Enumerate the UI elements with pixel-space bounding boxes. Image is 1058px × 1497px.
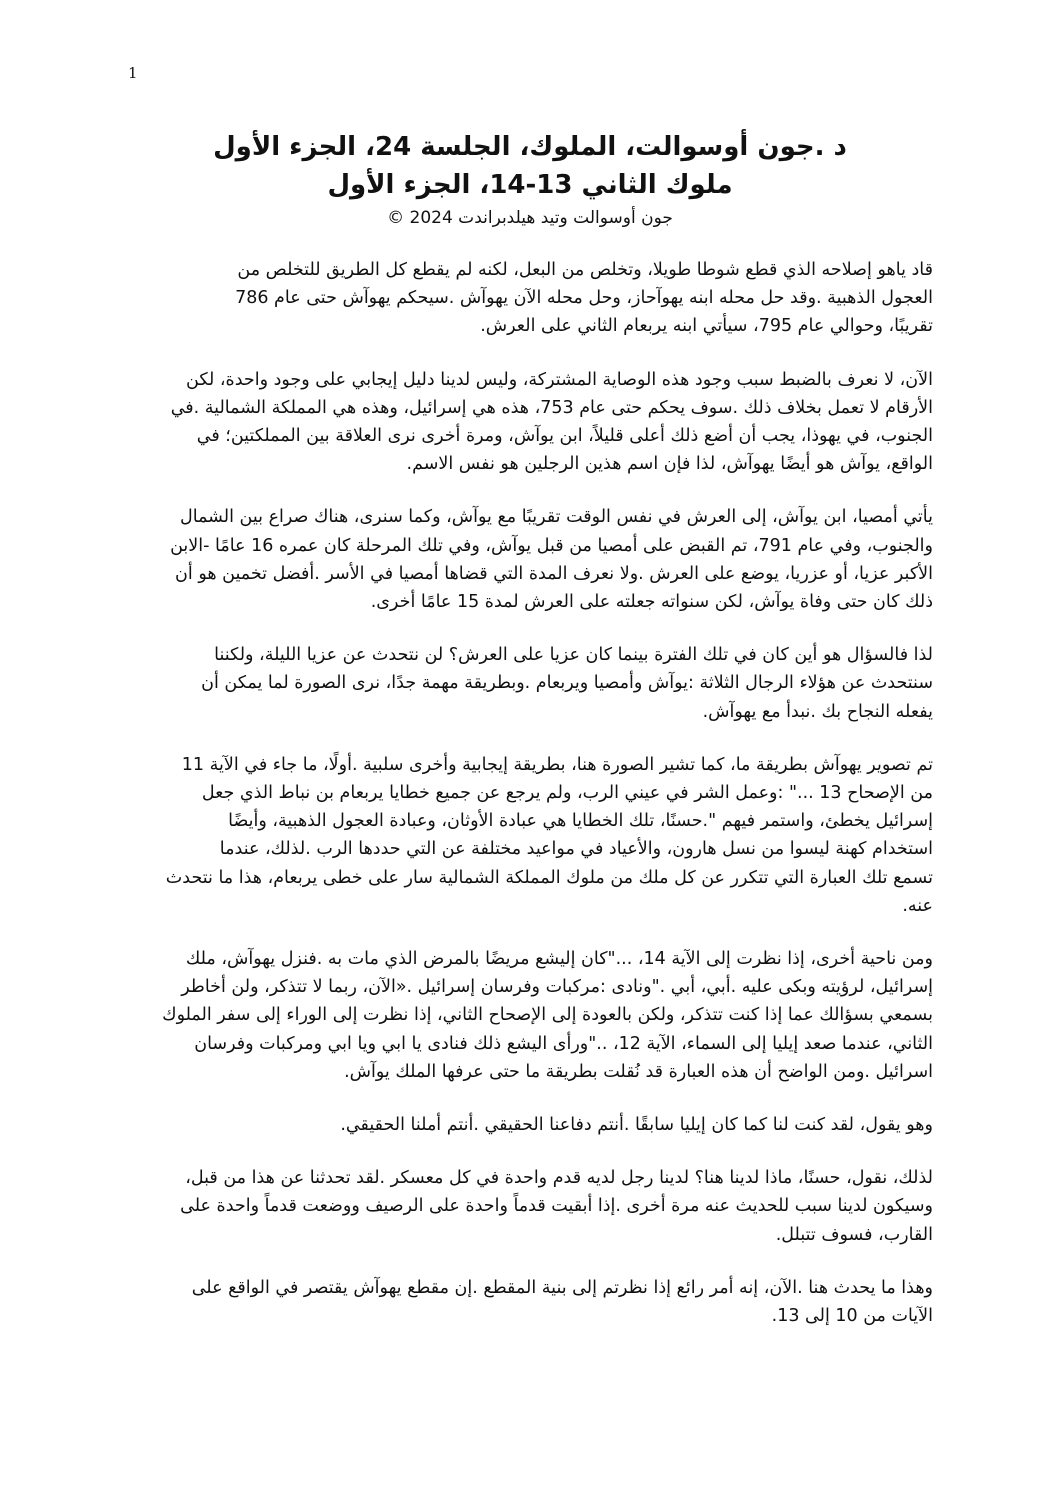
- text-line: العجول الذهبية .وقد حل محله ابنه يهوآحاز، وحل محله الآن يهوآش .سيحكم يهوآش حتى عام 786: [235, 288, 933, 309]
- text-line: يفعله النجاح بك .نبدأ مع يهوآش.: [702, 701, 933, 722]
- paragraph: [133, 366, 933, 479]
- text-line: قاد ياهو إصلاحه الذي قطع شوطا طويلا، وتخلص من البعل، لكنه لم يقطع كل الطريق للتخلص من: [237, 260, 933, 280]
- text-line: الآيات من 10 إلى 13.: [771, 1306, 933, 1327]
- text-line: الجنوب، في يهوذا، يجب أن أضع ذلك أعلى قليلاً، ابن يوآش، ومرة أخرى نرى العلاقة بين المملكتين؛ في: [196, 426, 933, 447]
- text-line: الواقع، يوآش هو أيضًا يهوآش، لذا فإن اسم هذين الرجلين هو نفس الاسم.: [406, 454, 933, 475]
- text-line: يأتي أمصيا، ابن يوآش، إلى العرش في نفس الوقت تقريبًا مع يوآش، وكما سنرى، هناك صراع بين الشمال: [180, 507, 933, 528]
- document-header: [130, 128, 930, 230]
- paragraph: [133, 945, 933, 1086]
- paragraph: [133, 1164, 933, 1249]
- paragraph: [133, 1111, 933, 1139]
- text-line: لذلك، نقول، حسنًا، ماذا لدينا هنا؟ لدينا رجل لديه قدم واحدة في كل معسكر .لقد تحدثنا عن هذا من قبل،: [185, 1168, 933, 1189]
- paragraph: [133, 1274, 933, 1330]
- text-line: سنتحدث عن هؤلاء الرجال الثلاثة :يوآش وأمصيا ويربعام .وبطريقة مهمة جدًا، نرى الصورة لما يمكن أن: [201, 673, 933, 694]
- document-body: [133, 256, 933, 1355]
- text-line: بسمعي بسؤالك عما إذا كنت تتذكر، ولكن بالعودة إلى الإصحاح الثاني، إذا نظرت إلى الوراء إلى سفر الملوك: [162, 1005, 933, 1026]
- text-line: استخدام كهنة ليسوا من نسل هارون، والأعياد في مواعيد مختلفة عن التي حددها الرب .لذلك، عندما: [219, 839, 933, 860]
- text-line: ومن ناحية أخرى، إذا نظرت إلى الآية 14، ..."كان إليشع مريضًا بالمرض الذي مات به .فنزل يهوآش، ملك: [185, 949, 933, 970]
- text-line: إسرائيل، لرؤيته وبكى عليه .أبي، أبي ."ونادى :مركبات وفرسان إسرائيل .«الآن، ربما لا تتذكر، ولن أخاطر: [181, 977, 933, 998]
- text-line: عنه.: [902, 895, 933, 916]
- text-line: وهذا ما يحدث هنا .الآن، إنه أمر رائع إذا نظرتم إلى بنية المقطع .إن مقطع يهوآش يقتصر في الواقع على: [191, 1277, 933, 1298]
- text-line: والجنوب، وفي عام 791، تم القبض على أمصيا من قبل يوآش، وفي تلك المرحلة كان عمره 16 عامًا -الابن: [170, 535, 933, 556]
- text-line: القارب، فسوف تتبلل.: [775, 1224, 933, 1245]
- text-line: وهو يقول، لقد كنت لنا كما كان إيليا سابقًا .أنتم دفاعنا الحقيقي .أنتم أملنا الحقيقي.: [340, 1115, 933, 1136]
- text-line: الأكبر عزيا، أو عزريا، يوضع على العرش .ولا نعرف المدة التي قضاها أمصيا في الأسر .أفضل تخمين هو أن: [175, 563, 933, 584]
- text-line: تم تصوير يهوآش بطريقة ما، كما تشير الصورة هنا، بطريقة إيجابية وأخرى سلبية .أولًا، ما جاء في الآية 11: [181, 754, 933, 775]
- text-line: الآن، لا نعرف بالضبط سبب وجود هذه الوصاية المشتركة، وليس لدينا دليل إيجابي على وجود واحدة، لكن: [186, 369, 933, 390]
- text-line: ذلك كان حتى وفاة يوآش، لكن سنواته جعلته على العرش لمدة 15 عامًا أخرى.: [370, 592, 933, 613]
- text-line: تقريبًا، وحوالي عام 795، سيأتي ابنه يربعام الثاني على العرش.: [480, 316, 933, 337]
- page-number: 1: [128, 64, 138, 82]
- text-line: وسيكون لدينا سبب للحديث عنه مرة أخرى .إذا أبقيت قدماً واحدة على الرصيف ووضعت قدماً واحدة على: [180, 1196, 933, 1217]
- text-line: اسرائيل .ومن الواضح أن هذه العبارة قد نُقلت بطريقة ما حتى عرفها الملك يوآش.: [344, 1061, 933, 1082]
- paragraph: [133, 256, 933, 341]
- title-line-2: ملوك الثاني 13-14، الجزء الأول: [327, 170, 733, 200]
- paragraph: [133, 641, 933, 726]
- text-line: تسمع تلك العبارة التي تتكرر عن كل ملك من ملوك المملكة الشمالية سار على خطى يربعام، هذا ما نتحدث: [165, 867, 933, 888]
- paragraph: [133, 503, 933, 616]
- copyright-line: جون أوسوالت وتيد هيلدبراندت 2024 ©: [387, 208, 673, 228]
- text-line: الأرقام لا تعمل بخلاف ذلك .سوف يحكم حتى عام 753، هذه هي إسرائيل، وهذه هي المملكة الشمالية .في: [170, 397, 933, 418]
- paragraph: [133, 751, 933, 920]
- text-line: لذا فالسؤال هو أين كان في تلك الفترة بينما كان عزيا على العرش؟ لن نتحدث عن عزيا الليلة، ولكننا: [214, 645, 933, 666]
- text-line: الثاني، عندما صعد إيليا إلى السماء، الآية 12، .."ورأى اليشع ذلك فنادى يا ابي ويا ابي ومركبات وفرسان: [194, 1033, 933, 1054]
- text-line: من الإصحاح 13 ..." :وعمل الشر في عيني الرب، ولم يرجع عن جميع خطايا يربعام بن نباط الذي جعل: [201, 783, 933, 804]
- text-line: إسرائيل يخطئ، واستمر فيهم ".حسنًا، تلك الخطايا هي عبادة الأوثان، وعبادة العجول الذهبية، وأيضًا: [228, 811, 933, 832]
- title-line-1: د .جون أوسوالت، الملوك، الجلسة 24، الجزء الأول: [213, 132, 847, 162]
